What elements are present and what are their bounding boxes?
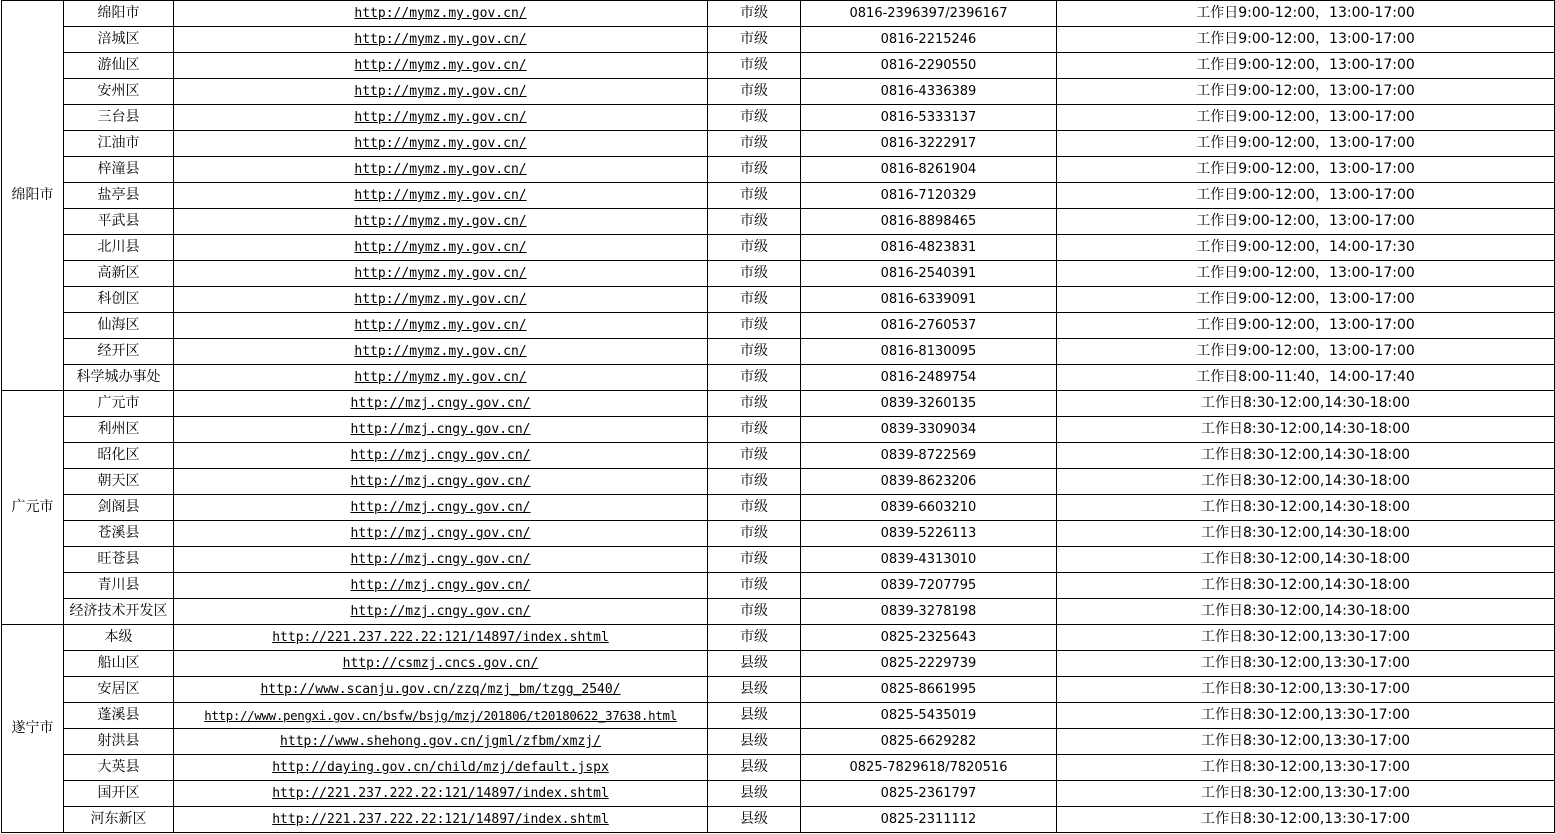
city-cell: 遂宁市: [2, 625, 64, 833]
url-link[interactable]: http://www.pengxi.gov.cn/bsfw/bsjg/mzj/201806/t20180622_37638.html: [174, 703, 708, 729]
level-cell: 市级: [708, 27, 801, 53]
table-row: [2, 105, 1555, 131]
phone-cell: 0816-4336389: [801, 79, 1057, 105]
level-cell: 县级: [708, 755, 801, 781]
hours-cell: 工作日9:00-12:00，13:00-17:00: [1057, 313, 1555, 339]
table-row: [2, 235, 1555, 261]
table-row: [2, 599, 1555, 625]
url-link[interactable]: http://mzj.cngy.gov.cn/: [174, 521, 708, 547]
table-row: [2, 53, 1555, 79]
phone-cell: 0816-8898465: [801, 209, 1057, 235]
district-cell: 游仙区: [64, 53, 174, 79]
table-row: [2, 807, 1555, 833]
level-cell: 市级: [708, 131, 801, 157]
phone-cell: 0839-8722569: [801, 443, 1057, 469]
district-cell: 大英县: [64, 755, 174, 781]
district-cell: 安居区: [64, 677, 174, 703]
hours-cell: 工作日8:30-12:00,13:30-17:00: [1057, 651, 1555, 677]
phone-cell: 0816-2215246: [801, 27, 1057, 53]
district-cell: 国开区: [64, 781, 174, 807]
level-cell: 市级: [708, 599, 801, 625]
level-cell: 县级: [708, 703, 801, 729]
hours-cell: 工作日8:30-12:00,14:30-18:00: [1057, 521, 1555, 547]
district-cell: 河东新区: [64, 807, 174, 833]
level-cell: 县级: [708, 677, 801, 703]
level-cell: 县级: [708, 729, 801, 755]
table-row: [2, 495, 1555, 521]
district-cell: 蓬溪县: [64, 703, 174, 729]
url-link[interactable]: http://www.scanju.gov.cn/zzq/mzj_bm/tzgg_2540/: [174, 677, 708, 703]
level-cell: 市级: [708, 625, 801, 651]
hours-cell: 工作日9:00-12:00，13:00-17:00: [1057, 157, 1555, 183]
district-cell: 利州区: [64, 417, 174, 443]
level-cell: 市级: [708, 339, 801, 365]
phone-cell: 0816-4823831: [801, 235, 1057, 261]
phone-cell: 0839-8623206: [801, 469, 1057, 495]
url-link[interactable]: http://mzj.cngy.gov.cn/: [174, 391, 708, 417]
district-cell: 三台县: [64, 105, 174, 131]
district-cell: 朝天区: [64, 469, 174, 495]
city-cell: 绵阳市: [2, 1, 64, 391]
hours-cell: 工作日8:30-12:00,14:30-18:00: [1057, 573, 1555, 599]
level-cell: 市级: [708, 417, 801, 443]
table-row: [2, 391, 1555, 417]
level-cell: 市级: [708, 391, 801, 417]
table-row: [2, 703, 1555, 729]
hours-cell: 工作日8:30-12:00,13:30-17:00: [1057, 781, 1555, 807]
table-row: [2, 443, 1555, 469]
url-link[interactable]: http://mymz.my.gov.cn/: [174, 131, 708, 157]
phone-cell: 0839-6603210: [801, 495, 1057, 521]
phone-cell: 0816-2540391: [801, 261, 1057, 287]
phone-cell: 0825-7829618/7820516: [801, 755, 1057, 781]
url-link[interactable]: http://mymz.my.gov.cn/: [174, 27, 708, 53]
phone-cell: 0839-3309034: [801, 417, 1057, 443]
hours-cell: 工作日8:30-12:00,14:30-18:00: [1057, 469, 1555, 495]
district-cell: 江油市: [64, 131, 174, 157]
hours-cell: 工作日8:30-12:00,14:30-18:00: [1057, 495, 1555, 521]
hours-cell: 工作日9:00-12:00，13:00-17:00: [1057, 27, 1555, 53]
district-cell: 经开区: [64, 339, 174, 365]
phone-cell: 0825-2361797: [801, 781, 1057, 807]
table-row: [2, 521, 1555, 547]
table-row: [2, 651, 1555, 677]
url-link[interactable]: http://mymz.my.gov.cn/: [174, 235, 708, 261]
district-cell: 旺苍县: [64, 547, 174, 573]
table-row: [2, 79, 1555, 105]
url-link[interactable]: http://mzj.cngy.gov.cn/: [174, 599, 708, 625]
table-row: [2, 183, 1555, 209]
phone-cell: 0825-2311112: [801, 807, 1057, 833]
district-cell: 剑阁县: [64, 495, 174, 521]
contact-table: [1, 0, 1555, 833]
phone-cell: 0839-5226113: [801, 521, 1057, 547]
url-link[interactable]: http://221.237.222.22:121/14897/index.shtml: [174, 807, 708, 833]
url-link[interactable]: http://mzj.cngy.gov.cn/: [174, 443, 708, 469]
district-cell: 盐亭县: [64, 183, 174, 209]
hours-cell: 工作日9:00-12:00，13:00-17:00: [1057, 287, 1555, 313]
district-cell: 苍溪县: [64, 521, 174, 547]
level-cell: 市级: [708, 157, 801, 183]
url-link[interactable]: http://mymz.my.gov.cn/: [174, 261, 708, 287]
level-cell: 市级: [708, 105, 801, 131]
hours-cell: 工作日8:30-12:00,13:30-17:00: [1057, 807, 1555, 833]
url-link[interactable]: http://mymz.my.gov.cn/: [174, 53, 708, 79]
level-cell: 市级: [708, 495, 801, 521]
phone-cell: 0839-3260135: [801, 391, 1057, 417]
phone-cell: 0839-4313010: [801, 547, 1057, 573]
table-row: [2, 417, 1555, 443]
level-cell: 市级: [708, 79, 801, 105]
url-link[interactable]: http://mzj.cngy.gov.cn/: [174, 547, 708, 573]
url-link[interactable]: http://mymz.my.gov.cn/: [174, 157, 708, 183]
hours-cell: 工作日8:30-12:00,13:30-17:00: [1057, 729, 1555, 755]
level-cell: 市级: [708, 287, 801, 313]
url-link[interactable]: http://221.237.222.22:121/14897/index.shtml: [174, 781, 708, 807]
table-body: [2, 1, 1555, 833]
url-link[interactable]: http://mymz.my.gov.cn/: [174, 79, 708, 105]
district-cell: 科创区: [64, 287, 174, 313]
district-cell: 涪城区: [64, 27, 174, 53]
url-link[interactable]: http://mymz.my.gov.cn/: [174, 183, 708, 209]
table-row: [2, 27, 1555, 53]
district-cell: 梓潼县: [64, 157, 174, 183]
hours-cell: 工作日8:30-12:00,13:30-17:00: [1057, 625, 1555, 651]
phone-cell: 0816-2760537: [801, 313, 1057, 339]
table-row: [2, 131, 1555, 157]
url-link[interactable]: http://mymz.my.gov.cn/: [174, 313, 708, 339]
phone-cell: 0825-8661995: [801, 677, 1057, 703]
table-row: [2, 287, 1555, 313]
hours-cell: 工作日8:30-12:00,13:30-17:00: [1057, 755, 1555, 781]
url-link[interactable]: http://mzj.cngy.gov.cn/: [174, 469, 708, 495]
table-row: [2, 365, 1555, 391]
level-cell: 市级: [708, 443, 801, 469]
url-link[interactable]: http://daying.gov.cn/child/mzj/default.jspx: [174, 755, 708, 781]
district-cell: 平武县: [64, 209, 174, 235]
phone-cell: 0816-8261904: [801, 157, 1057, 183]
table-row: [2, 729, 1555, 755]
hours-cell: 工作日8:30-12:00,14:30-18:00: [1057, 547, 1555, 573]
table-row: [2, 313, 1555, 339]
table-row: [2, 625, 1555, 651]
phone-cell: 0816-2489754: [801, 365, 1057, 391]
phone-cell: 0825-2325643: [801, 625, 1057, 651]
table-row: [2, 573, 1555, 599]
district-cell: 仙海区: [64, 313, 174, 339]
level-cell: 市级: [708, 469, 801, 495]
table-row: [2, 261, 1555, 287]
phone-cell: 0839-3278198: [801, 599, 1057, 625]
url-link[interactable]: http://mymz.my.gov.cn/: [174, 365, 708, 391]
hours-cell: 工作日8:30-12:00,14:30-18:00: [1057, 417, 1555, 443]
district-cell: 高新区: [64, 261, 174, 287]
hours-cell: 工作日8:30-12:00,14:30-18:00: [1057, 391, 1555, 417]
district-cell: 科学城办事处: [64, 365, 174, 391]
url-link[interactable]: http://csmzj.cncs.gov.cn/: [174, 651, 708, 677]
url-link[interactable]: http://mymz.my.gov.cn/: [174, 209, 708, 235]
level-cell: 市级: [708, 209, 801, 235]
hours-cell: 工作日8:30-12:00,13:30-17:00: [1057, 677, 1555, 703]
url-link[interactable]: http://mzj.cngy.gov.cn/: [174, 417, 708, 443]
district-cell: 绵阳市: [64, 1, 174, 27]
table-row: [2, 209, 1555, 235]
level-cell: 县级: [708, 781, 801, 807]
level-cell: 市级: [708, 547, 801, 573]
table-row: [2, 677, 1555, 703]
table-row: [2, 339, 1555, 365]
hours-cell: 工作日8:30-12:00,13:30-17:00: [1057, 703, 1555, 729]
url-link[interactable]: http://mymz.my.gov.cn/: [174, 287, 708, 313]
hours-cell: 工作日9:00-12:00，13:00-17:00: [1057, 131, 1555, 157]
url-link[interactable]: http://mzj.cngy.gov.cn/: [174, 573, 708, 599]
level-cell: 市级: [708, 573, 801, 599]
level-cell: 县级: [708, 807, 801, 833]
phone-cell: 0816-2396397/2396167: [801, 1, 1057, 27]
level-cell: 市级: [708, 1, 801, 27]
level-cell: 市级: [708, 261, 801, 287]
city-cell: 广元市: [2, 391, 64, 625]
phone-cell: 0825-5435019: [801, 703, 1057, 729]
phone-cell: 0825-6629282: [801, 729, 1057, 755]
level-cell: 县级: [708, 651, 801, 677]
level-cell: 市级: [708, 53, 801, 79]
phone-cell: 0816-7120329: [801, 183, 1057, 209]
level-cell: 市级: [708, 235, 801, 261]
table-row: [2, 469, 1555, 495]
hours-cell: 工作日9:00-12:00，13:00-17:00: [1057, 53, 1555, 79]
district-cell: 广元市: [64, 391, 174, 417]
hours-cell: 工作日9:00-12:00，13:00-17:00: [1057, 183, 1555, 209]
hours-cell: 工作日8:30-12:00,14:30-18:00: [1057, 443, 1555, 469]
level-cell: 市级: [708, 183, 801, 209]
level-cell: 市级: [708, 313, 801, 339]
url-link[interactable]: http://mzj.cngy.gov.cn/: [174, 495, 708, 521]
phone-cell: 0839-7207795: [801, 573, 1057, 599]
district-cell: 本级: [64, 625, 174, 651]
phone-cell: 0816-8130095: [801, 339, 1057, 365]
district-cell: 北川县: [64, 235, 174, 261]
phone-cell: 0816-2290550: [801, 53, 1057, 79]
hours-cell: 工作日9:00-12:00，13:00-17:00: [1057, 79, 1555, 105]
table-row: [2, 755, 1555, 781]
phone-cell: 0816-6339091: [801, 287, 1057, 313]
phone-cell: 0816-5333137: [801, 105, 1057, 131]
hours-cell: 工作日9:00-12:00，14:00-17:30: [1057, 235, 1555, 261]
level-cell: 市级: [708, 521, 801, 547]
table-row: [2, 157, 1555, 183]
district-cell: 射洪县: [64, 729, 174, 755]
level-cell: 市级: [708, 365, 801, 391]
url-link[interactable]: http://www.shehong.gov.cn/jgml/zfbm/xmzj/: [174, 729, 708, 755]
hours-cell: 工作日9:00-12:00，13:00-17:00: [1057, 209, 1555, 235]
district-cell: 船山区: [64, 651, 174, 677]
district-cell: 经济技术开发区: [64, 599, 174, 625]
table-row: [2, 781, 1555, 807]
url-link[interactable]: http://mymz.my.gov.cn/: [174, 1, 708, 27]
table-row: [2, 547, 1555, 573]
phone-cell: 0816-3222917: [801, 131, 1057, 157]
hours-cell: 工作日9:00-12:00，13:00-17:00: [1057, 261, 1555, 287]
hours-cell: 工作日9:00-12:00，13:00-17:00: [1057, 1, 1555, 27]
url-link[interactable]: http://221.237.222.22:121/14897/index.shtml: [174, 625, 708, 651]
hours-cell: 工作日8:00-11:40，14:00-17:40: [1057, 365, 1555, 391]
district-cell: 安州区: [64, 79, 174, 105]
phone-cell: 0825-2229739: [801, 651, 1057, 677]
hours-cell: 工作日9:00-12:00，13:00-17:00: [1057, 339, 1555, 365]
url-link[interactable]: http://mymz.my.gov.cn/: [174, 339, 708, 365]
hours-cell: 工作日8:30-12:00,14:30-18:00: [1057, 599, 1555, 625]
district-cell: 昭化区: [64, 443, 174, 469]
table-row: [2, 1, 1555, 27]
url-link[interactable]: http://mymz.my.gov.cn/: [174, 105, 708, 131]
hours-cell: 工作日9:00-12:00，13:00-17:00: [1057, 105, 1555, 131]
district-cell: 青川县: [64, 573, 174, 599]
